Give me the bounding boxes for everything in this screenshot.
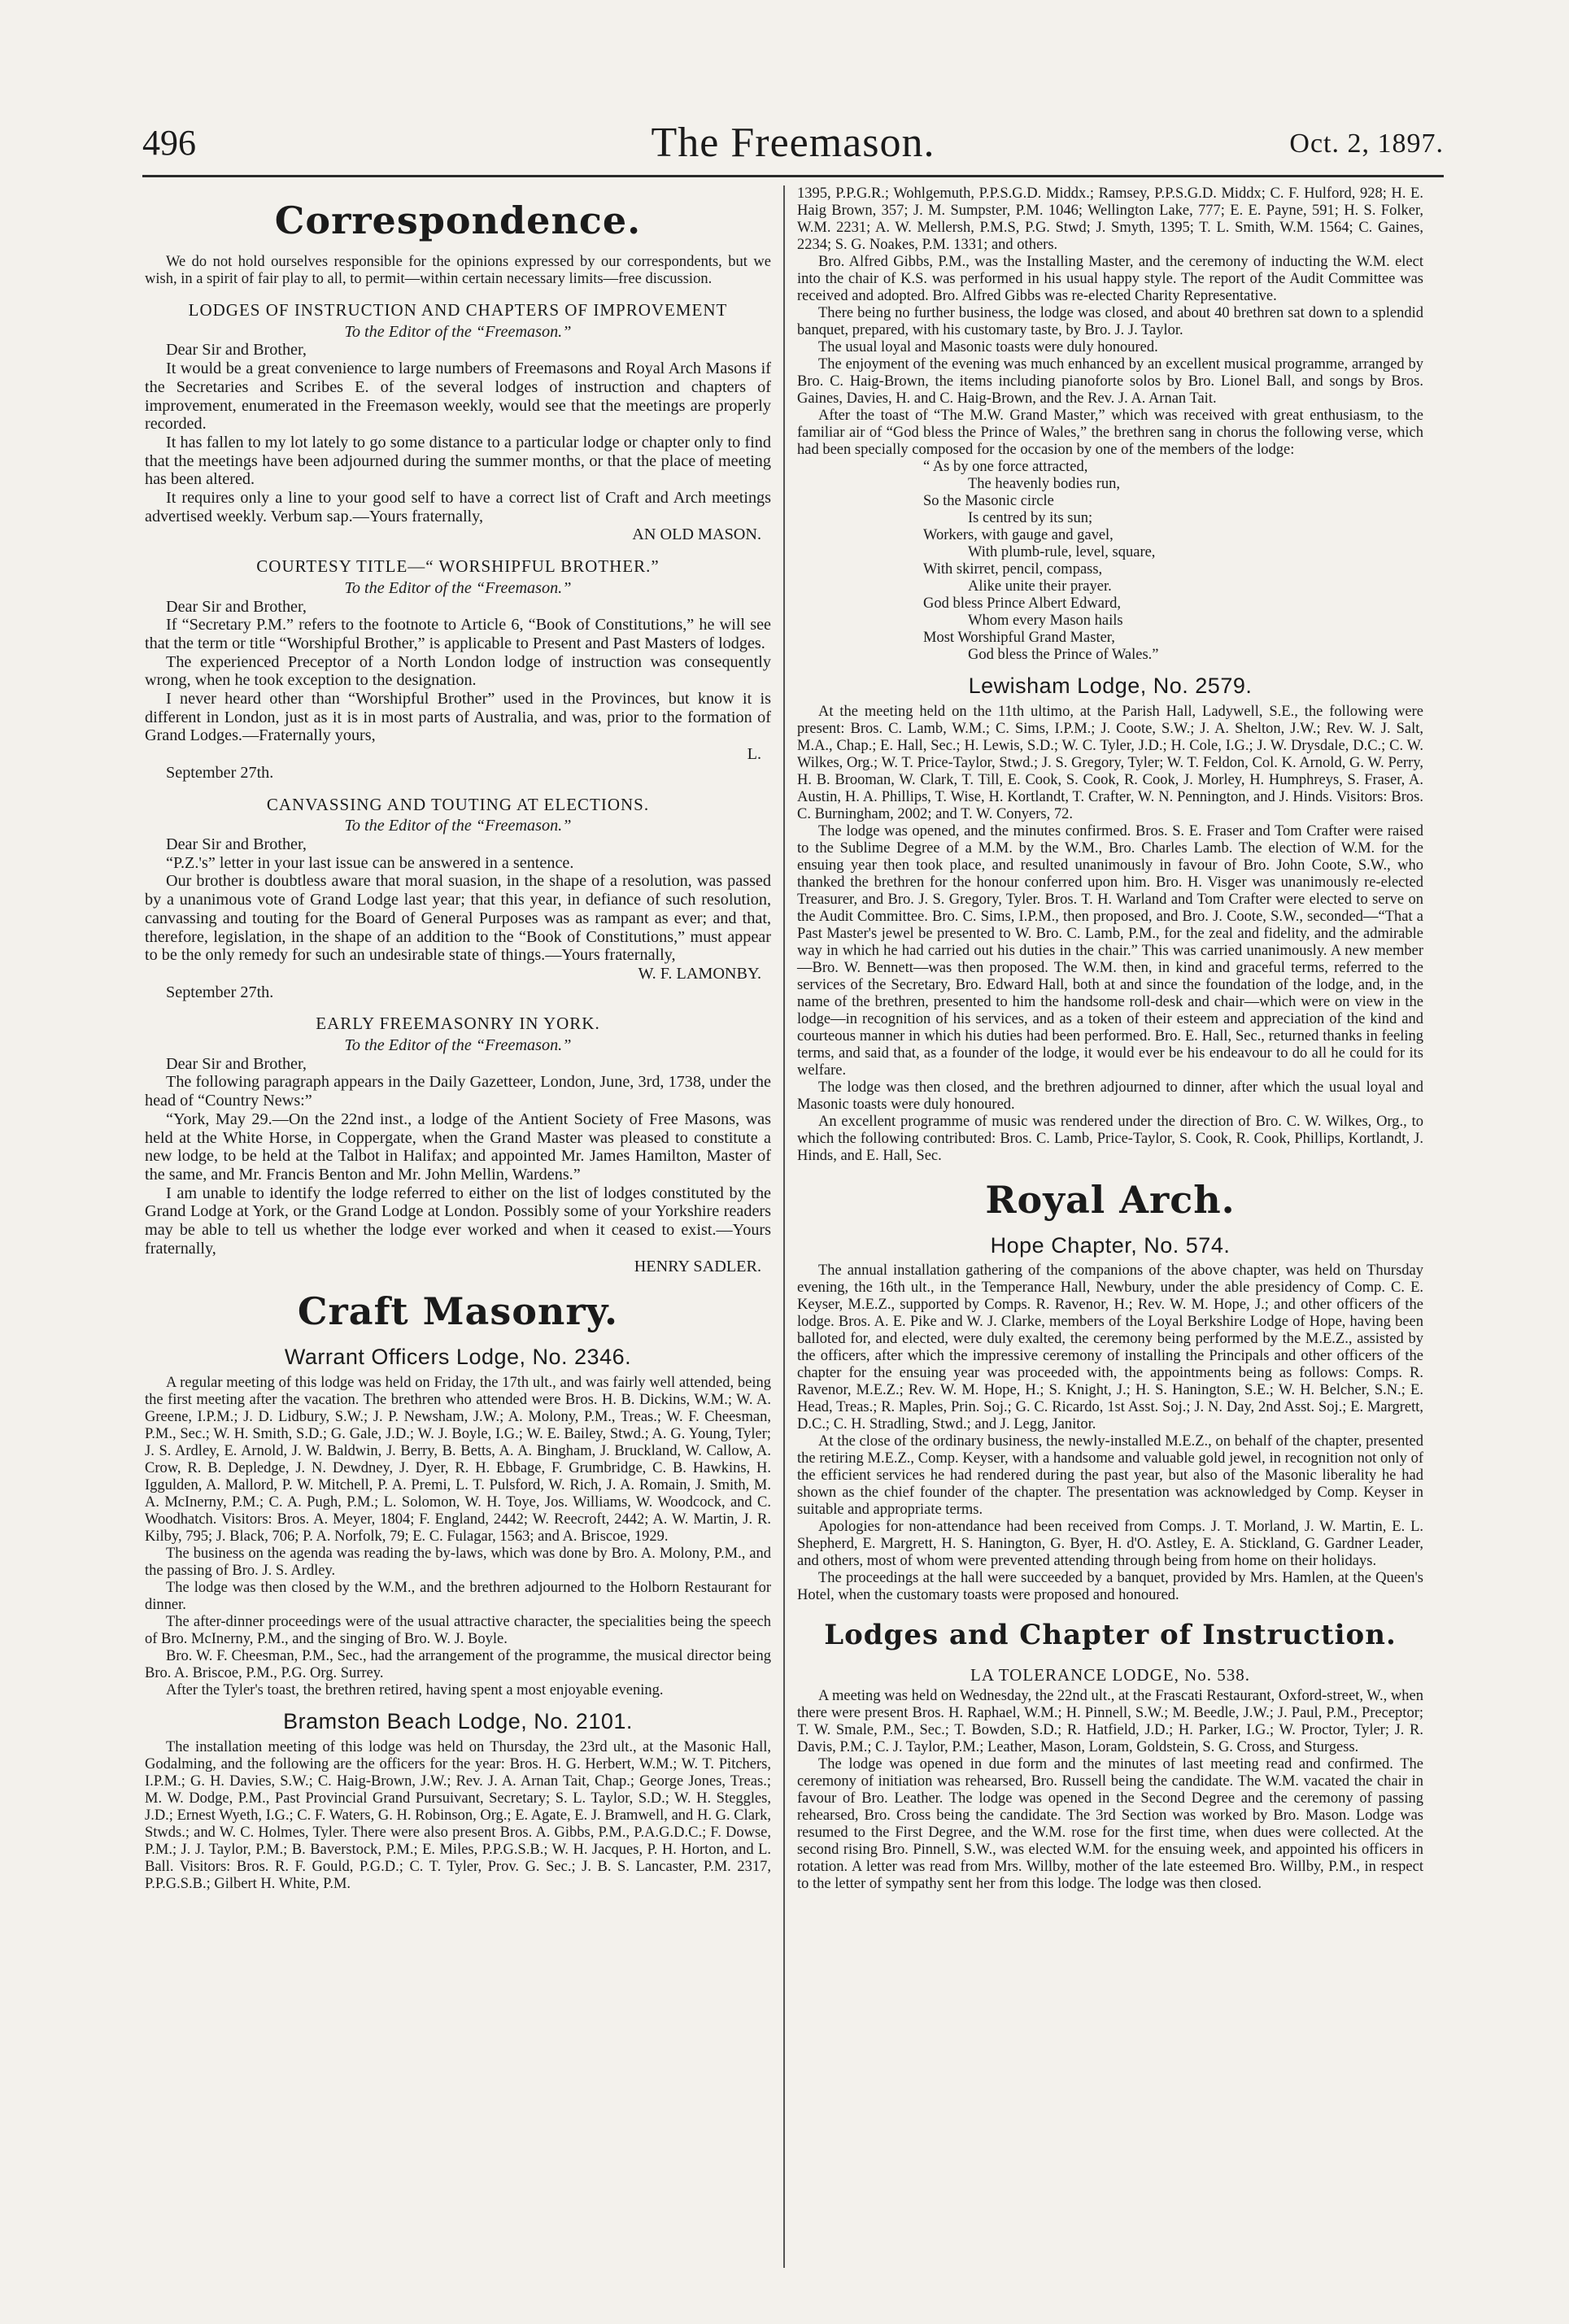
poem-line: With skirret, pencil, compass, [923, 561, 1103, 578]
disclaimer: We do not hold ourselves responsible for the opinions expressed by our correspondents, but we wish, in a spirit of fair play to all, to permit—within certain necessary limits—free discussion. [145, 254, 771, 287]
report-warrant-officers [145, 1345, 771, 1699]
paragraph: It has fallen to my lot lately to go some distance to a particular lodge or chapter only to find that the meetings have been adjourned during the summer months, or that the place of meeting has been altered. [145, 433, 771, 489]
correspondence-heading: Correspondence. [274, 198, 642, 242]
poem-line: Whom every Mason hails [968, 613, 1123, 629]
paragraph: The after-dinner proceedings were of the usual attractive character, the specialities being the speech of Bro. McInerny, P.M., and the singing of Bro. W. J. Boyle. [145, 1613, 771, 1647]
paragraph: 1395, P.P.G.R.; Wohlgemuth, P.P.S.G.D. Middx.; Ramsey, P.P.S.G.D. Middx; C. F. Hulford, 928; H. E. Haig Brown, 357; J. M. Sumpster, P.M. 1046; Wellington Lake, 777; E. E. Payne, 591; H. S. Folker, W.M. 2231; A. W. Mellersh, P.M.S, P.G. Stwd; J. Smyth, 1395; T. L. Smith, W.M. 1564; C. Gaines, 2234; S. G. Noakes, P.M. 1331; and others. [797, 185, 1423, 253]
right-column [797, 185, 1423, 1893]
letter-title: EARLY FREEMASONRY IN YORK. [316, 1014, 600, 1034]
letter-title: COURTESY TITLE—“ WORSHIPFUL BROTHER.” [256, 556, 660, 577]
letter-date: September 27th. [166, 983, 274, 1001]
paragraph: Bro. W. F. Cheesman, P.M., Sec., had the arrangement of the programme, the musical director being Bro. A. Briscoe, P.M., P.G. Org. Surrey. [145, 1647, 771, 1681]
poem-line: So the Masonic circle [923, 493, 1054, 509]
issue-date: Oct. 2, 1897. [1289, 129, 1444, 159]
signature: HENRY SADLER. [634, 1258, 761, 1276]
letter-lodges-of-instruction [145, 301, 771, 544]
paragraph: The usual loyal and Masonic toasts were duly honoured. [818, 339, 1158, 355]
poem-line: Most Worshipful Grand Master, [923, 630, 1115, 646]
chapter-title: Hope Chapter, No. 574. [990, 1232, 1231, 1258]
poem-line: “ As by one force attracted, [923, 459, 1088, 475]
salutation: Dear Sir and Brother, [166, 1054, 307, 1073]
paragraph: The enjoyment of the evening was much enhanced by an excellent musical programme, arranged by Bro. C. Haig-Brown, the items including pianoforte solos by Bro. Lionel Ball, and songs by Bros. Gaines, Davies, H. and C. Haig-Brown, and the Rev. J. A. Arnan Tait. [797, 356, 1423, 407]
paragraph: The lodge was then closed, and the brethren adjourned to dinner, after which the usual loyal and Masonic toasts were duly honoured. [797, 1079, 1423, 1113]
paragraph: Apologies for non-attendance had been received from Comps. J. T. Morland, J. W. Martin, E. L. Shepherd, E. Margrett, H. S. Hanington, G. Byer, H. d'O. Astley, E. A. Stickland, G. Gardner Leader, and others, most of whom were prevented attending through being from home on their holidays. [797, 1519, 1423, 1570]
to-editor: To the Editor of the “Freemason.” [344, 1036, 572, 1055]
paragraph: A regular meeting of this lodge was held on Friday, the 17th ult., and was fairly well attended, being the first meeting after the vacation. The brethren who attended were Bros. H. B. Dickins, W.M.; W. A. Greene, I.P.M.; J. D. Lidbury, S.W.; J. P. Newsham, J.W.; A. Molony, P.M., Treas.; W. F. Cheesman, P.M., Sec.; W. H. Smith, S.D.; G. Gale, J.D.; W. J. Boyle, I.G.; W. E. Bailey, Stwd.; A. G. Young, Tyler; J. S. Ardley, E. Arnold, J. W. Baldwin, J. Berry, B. Betts, A. A. Bingham, J. Bruckland, W. Callow, A. Crow, R. B. Depledge, J. N. Dewdney, J. Dyer, R. H. Ebbage, F. Grumbridge, C. B. Hawkins, H. Iggulden, A. Mallord, P. W. Mitchell, P. A. Premi, L. T. Pulsford, W. Rich, J. A. Romain, J. Smith, M. A. McInerny, P.M.; C. A. Pugh, P.M.; L. Solomon, W. H. Toye, Jos. Williams, W. Woodcock, and C. Woodhatch. Visitors: Bros. A. Meyer, 1804; F. England, 2442; W. Reecroft, 2442; A. W. Martin, J. R. Kilby, 795; J. Black, 706; P. A. Norfolk, 79; E. C. Fulagar, 1563; and A. Briscoe, 1929. [145, 1374, 771, 1545]
paragraph: The annual installation gathering of the companions of the above chapter, was held on Thursday evening, the 16th ult., in the Temperance Hall, Newbury, under the able presidency of Comp. C. E. Keyser, M.E.Z., supported by Comps. R. Ravenor, H.; Rev. W. M. Hope, J.; and other officers of the lodge. Bros. A. E. Pike and W. J. Clarke, members of the Loyal Berkshire Lodge of Hope, having been balloted for, and elected, were duly exalted, the ceremony being performed by the M.E.Z., assisted by the officers, after which the impressive ceremony of installing the Principals and other officers of the chapter for the ensuing year was proceeded with, the appointments being as follows: Comps. R. Ravenor, M.E.Z.; Rev. W. M. Hope, H.; S. Knight, J.; H. S. Hanington, S.E.; W. H. Belcher, S.N.; E. Head, Treas.; R. Maples, Prin. Soj.; G. C. Ricardo, 1st Asst. Soj.; J. N. Day, 2nd Asst. Soj.; E. Margrett, D.C.; C. H. Stradling, Stwd.; and J. Legg, Janitor. [797, 1262, 1423, 1433]
poem-verse [797, 459, 1423, 664]
paragraph: I never heard other than “Worshipful Brother” used in the Provinces, but know it is different in London, just as it is in most parts of Australia, and was, prior to the formation of Grand Lodges.—Fraternally yours, [145, 690, 771, 745]
letter-date: September 27th. [166, 763, 274, 782]
paragraph: At the meeting held on the 11th ultimo, at the Parish Hall, Ladywell, S.E., the following were present: Bros. C. Lamb, W.M.; C. Sims, I.P.M.; J. Coote, S.W.; J. A. Shelton, J.W.; Rev. W. J. Salt, M.A., Chap.; E. Hall, Sec.; H. Lewis, S.D.; W. C. Tyler, J.D.; H. Cole, I.G.; J. W. Drysdale, D.C.; C. W. Wilkes, Org.; W. T. Price-Taylor, Stwd.; J. S. Gregory, Tyler; W. T. Feldon, Col. K. Arnold, G. W. Perry, H. B. Brooman, W. Clark, T. Till, E. Cook, S. Cook, R. Cook, J. Morley, H. Humphreys, S. Fraser, A. Austin, H. A. Phillips, T. Wise, H. Kortlandt, T. Crafter, W. N. Pennington, and J. Hinds. Visitors: Bros. C. Burningham, 2002; and T. W. Conyers, 72. [797, 703, 1423, 822]
paragraph: The installation meeting of this lodge was held on Thursday, the 23rd ult., at the Masonic Hall, Godalming, and the following are the officers for the year: Bros. H. G. Herbert, W.M.; W. T. Pitchers, I.P.M.; G. H. Davies, S.W.; C. Haig-Brown, J.W.; Rev. J. A. Arnan Tait, Chap.; George Jones, Treas.; M. W. Dodge, P.M., Past Provincial Grand Pursuivant, Secretary; S. L. Taylor, S.D.; W. H. Steggles, J.D.; Ernest Wyeth, I.G.; C. F. Waters, G. H. Robinson, Org.; E. Agate, E. J. Bramwell, and H. G. Clark, Stwds.; and W. C. Holmes, Tyler. There were also present Bros. A. Gibbs, P.M., P.A.G.D.C.; F. Dowse, P.M.; J. J. Taylor, P.M.; B. Baverstock, P.M.; E. Miles, P.P.G.S.B.; W. H. Jacques, P. H. Horton, and L. Ball. Visitors: Bros. R. F. Gould, P.G.D.; C. T. Tyler, Prov. G. Sec.; J. B. S. Lancaster, P.M. 2317, P.P.G.S.B.; Gilbert H. White, P.M. [145, 1738, 771, 1892]
letter-title: LODGES OF INSTRUCTION AND CHAPTERS OF IMPROVEMENT [188, 300, 728, 320]
report-lewisham [797, 674, 1423, 1165]
paragraph: There being no further business, the lodge was closed, and about 40 brethren sat down to a splendid banquet, prepared, with his customary taste, by Bro. J. J. Taylor. [797, 305, 1423, 338]
paragraph: The following paragraph appears in the Daily Gazetteer, London, June, 3rd, 1738, under the head of “Country News:” [145, 1073, 771, 1110]
paragraph: The proceedings at the hall were succeeded by a banquet, provided by Mrs. Hamlen, at the Queen's Hotel, when the customary toasts were proposed and honoured. [797, 1570, 1423, 1604]
report-bramston-beach [145, 1708, 771, 1893]
craft-masonry-heading: Craft Masonry. [297, 1289, 619, 1334]
lodge-title: Warrant Officers Lodge, No. 2346. [284, 1345, 632, 1370]
instruction-heading: Lodges and Chapter of Instruction. [824, 1619, 1397, 1652]
letter-title: CANVASSING AND TOUTING AT ELECTIONS. [266, 794, 650, 814]
salutation: Dear Sir and Brother, [166, 597, 307, 616]
paragraph: I am unable to identify the lodge referred to either on the list of lodges constituted by the Grand Lodge at York, or the Grand Lodge at London. Possibly some of your Yorkshire readers may be able to tell us whether the lodge ever worked and when it ceased to exist.—Yours fraternally, [145, 1184, 771, 1258]
lodge-title: Lewisham Lodge, No. 2579. [968, 674, 1253, 698]
signature: L. [747, 745, 761, 764]
lodge-title: Bramston Beach Lodge, No. 2101. [283, 1708, 633, 1733]
lodge-title: LA TOLERANCE LODGE, No. 538. [970, 1665, 1250, 1685]
paragraph: An excellent programme of music was rendered under the direction of Bro. C. W. Wilkes, Org., to which the following contributed: Bros. C. Lamb, Price-Taylor, S. Cook, R. Cook, Phillips, Kortlandt, J. Hinds, and E. Hall, Sec. [797, 1113, 1423, 1164]
paragraph: At the close of the ordinary business, the newly-installed M.E.Z., on behalf of the chapter, presented the retiring M.E.Z., Comp. Keyser, with a handsome and valuable gold jewel, in recognition not only of the efficient services he had rendered during the past year, but also of the Masonic liberality he had shown as the chief founder of the chapter. The presentation was acknowledged by Comp. Keyser in suitable and appropriate terms. [797, 1433, 1423, 1519]
page-number: 496 [142, 123, 196, 163]
poem-line: God bless Prince Albert Edward, [923, 595, 1122, 612]
paragraph: After the Tyler's toast, the brethren retired, having spent a most enjoyable evening. [166, 1681, 664, 1698]
letter-early-freemasonry [145, 1014, 771, 1276]
signature: AN OLD MASON. [632, 525, 761, 544]
header-rule [142, 175, 1444, 177]
poem-line: Workers, with gauge and gavel, [923, 527, 1114, 543]
newspaper-title: The Freemason. [651, 120, 935, 166]
poem-line: Is centred by its sun; [968, 510, 1093, 526]
column-divider [783, 185, 785, 2268]
report-la-tolerance [797, 1666, 1423, 1893]
royal-arch-heading: Royal Arch. [985, 1177, 1236, 1222]
paragraph: A meeting was held on Wednesday, the 22nd ult., at the Frascati Restaurant, Oxford-street, W., when there were present Bros. H. Raphael, W.M.; H. Pinnell, S.W.; M. Beedle, J.W.; J. Paul, P.M., Preceptor; T. W. Smale, P.M., Sec.; T. Bowden, S.D.; R. Hatfield, J.D.; H. Parker, I.G.; W. Proctor, Tyler; J. R. Davis, P.M.; C. J. Taylor, P.M.; Leather, Mason, Loram, Goldstein, S. G. Cross, and Sturgess. [797, 1688, 1423, 1756]
report-bramston-continued [797, 185, 1423, 459]
poem-line: God bless the Prince of Wales.” [968, 647, 1159, 663]
paragraph: “York, May 29.—On the 22nd inst., a lodge of the Antient Society of Free Masons, was held at the White Horse, in Coppergate, when the Grand Master was pleased to constitute a new lodge, to be held at the Talbot in Halifax; and appointed Mr. James Hamilton, Master of the same, and Mr. Francis Benton and Mr. John Mellin, Wardens.” [145, 1110, 771, 1184]
masthead [142, 122, 1444, 179]
paragraph: It requires only a line to your good self to have a correct list of Craft and Arch meetings advertised weekly. Verbum sap.—Yours fraternally, [145, 489, 771, 525]
signature: W. F. LAMONBY. [638, 964, 761, 983]
to-editor: To the Editor of the “Freemason.” [344, 578, 572, 597]
paragraph: If “Secretary P.M.” refers to the footnote to Article 6, “Book of Constitutions,” he will see that the term or title “Worshipful Brother,” is applicable to Present and Past Masters of lodges. [145, 616, 771, 652]
paragraph: The lodge was opened, and the minutes confirmed. Bros. S. E. Fraser and Tom Crafter were raised to the Sublime Degree of a M.M. by the W.M., Bro. Charles Lamb. The election of W.M. for the ensuing year then took place, and resulted unanimously in favour of Bro. John Coote, S.W., who thanked the brethren for the honour conferred upon him. Bro. H. Visger was unanimously re-elected Treasurer, and Bro. J. S. Gregory, Tyler. Bros. T. H. Warland and Tom Crafter were elected to serve on the Audit Committee. Bro. C. Sims, I.P.M., then proposed, and Bro. J. Coote, S.W., seconded—“That a Past Master's jewel be presented to W. Bro. C. Lamb, P.M., for the zeal and fidelity, and the admirable way in which he had carried out his duties in the chair.” This was carried unanimously. A new member—Bro. W. Bennett—was then proposed. The W.M. then, in kind and graceful terms, referred to the services of the Secretary, Bro. Edward Hall, both at and since the foundation of the lodge, and, in the name of the brethren, presented to him the handsome roll-desk and chair—which were on view in the lodge—in recognition of his services, and as a token of their esteem and appreciation of the kind and courteous manner in which his duties had been performed. Bro. E. Hall, Sec., returned thanks in feeling terms, and said that, as a founder of the lodge, it would ever be his endeavour to do all he could for its welfare. [797, 822, 1423, 1079]
report-hope-chapter [797, 1232, 1423, 1605]
paragraph: Our brother is doubtless aware that moral suasion, in the shape of a resolution, was passed by a unanimous vote of Grand Lodge last year; that this year, in defiance of such resolution, canvassing and touting for the Board of General Purposes was as rampant as ever; and that, therefore, legislation, in the shape of an addition to the “Book of Constitutions,” must appear to be the only remedy for such an undesirable state of things.—Yours fraternally, [145, 872, 771, 965]
left-column [145, 185, 771, 1893]
salutation: Dear Sir and Brother, [166, 341, 307, 360]
paragraph: The lodge was then closed by the W.M., and the brethren adjourned to the Holborn Restaurant for dinner. [145, 1579, 771, 1613]
salutation: Dear Sir and Brother, [166, 835, 307, 853]
poem-line: The heavenly bodies run, [968, 476, 1120, 492]
to-editor: To the Editor of the “Freemason.” [344, 817, 572, 835]
paragraph: After the toast of “The M.W. Grand Master,” which was received with great enthusiasm, to the familiar air of “God bless the Prince of Wales,” the brethren sang in chorus the following verse, which had been specially composed for the occasion by one of the members of the lodge: [797, 408, 1423, 458]
letter-canvassing [145, 796, 771, 1002]
poem-line: Alike unite their prayer. [968, 578, 1112, 595]
letter-courtesy-title [145, 557, 771, 782]
paragraph: It would be a great convenience to large numbers of Freemasons and Royal Arch Masons if the Secretaries and Scribes E. of the several lodges of instruction and chapters of improvement, enumerated in the Freemason weekly, would see that the meetings are properly recorded. [145, 360, 771, 434]
paragraph: The experienced Preceptor of a North London lodge of instruction was consequently wrong, when he took exception to the designation. [145, 652, 771, 690]
paragraph: The business on the agenda was reading the by-laws, which was done by Bro. A. Molony, P.M., and the passing of Bro. J. S. Ardley. [145, 1545, 771, 1579]
paragraph: “P.Z.'s” letter in your last issue can be answered in a sentence. [166, 853, 574, 872]
poem-line: With plumb-rule, level, square, [968, 544, 1156, 560]
to-editor: To the Editor of the “Freemason.” [344, 322, 572, 341]
paragraph: Bro. Alfred Gibbs, P.M., was the Installing Master, and the ceremony of inducting the W.M. elect into the chair of K.S. was performed in his usual happy style. The report of the Audit Committee was received and adopted. Bro. Alfred Gibbs was re-elected Charity Representative. [797, 254, 1423, 304]
paragraph: The lodge was opened in due form and the minutes of last meeting read and confirmed. The ceremony of initiation was rehearsed, Bro. Russell being the candidate. The W.M. vacated the chair in favour of Bro. Leather. The lodge was opened in the Second Degree and the ceremony of passing rehearsed, Bro. Cross being the candidate. The 3rd Section was worked by Bro. Mason. Lodge was resumed to the First Degree, and the W.M. rose for the first time, when dues were collected. At the second rising Bro. Pinnell, S.W., was elected W.M. for the ensuing week, and appointed his officers in rotation. A letter was read from Mrs. Willby, mother of the late esteemed Bro. Willby, P.M., in respect to the letter of sympathy sent her from this lodge. The lodge was then closed. [797, 1756, 1423, 1893]
